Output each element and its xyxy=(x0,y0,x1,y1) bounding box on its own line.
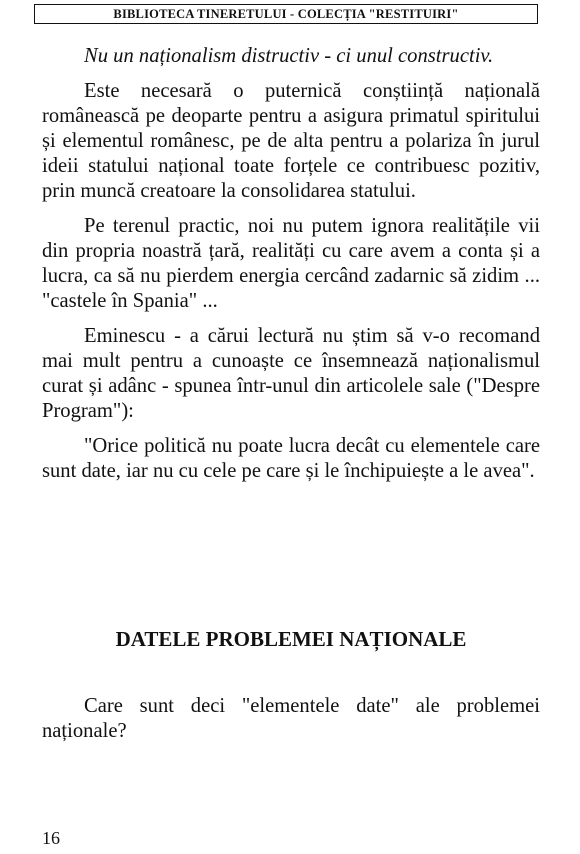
paragraph-national-conscience: Este necesară o puternică conștiință națională românească pe deoparte pentru a asigura primatul spiritului și elementul românesc, pe de alta pentru a polariza în jurul ideii statului național toate forțele ce contribuesc pozitiv, prin muncă creatoare la consolidarea statului. xyxy=(42,80,540,202)
section-title: DATELE PROBLEMEI NAȚIONALE xyxy=(115,627,467,651)
paragraph-quote: "Orice politică nu poate lucra decât cu elementele care sunt date, iar nu cu cele pe care și le închipuiește a le avea". xyxy=(42,435,540,482)
running-header-title: BIBLIOTECA TINERETULUI - COLECȚIA "RESTITUIRI" xyxy=(113,6,459,21)
page-number: 16 xyxy=(42,828,60,848)
paragraph-intro: Nu un naționalism distructiv - ci unul constructiv. xyxy=(84,45,494,67)
paragraph-closing: Care sunt deci "elementele date" ale problemei naționale? xyxy=(42,695,540,742)
paragraph-eminescu: Eminescu - a cărui lectură nu știm să v-o recomand mai mult pentru a cunoaște ce însemnează naționalismul curat și adânc - spunea într-unul din articolele sale ("Despre Program"): xyxy=(42,325,540,422)
paragraph-practical-ground: Pe terenul practic, noi nu putem ignora realitățile vii din propria noastră țară, realități cu care avem a conta și a lucra, ca să nu pierdem energia cercând zadarnic să zidim ... "castele în Spania" ... xyxy=(42,215,540,312)
body-text xyxy=(42,44,540,484)
running-header xyxy=(34,4,538,24)
